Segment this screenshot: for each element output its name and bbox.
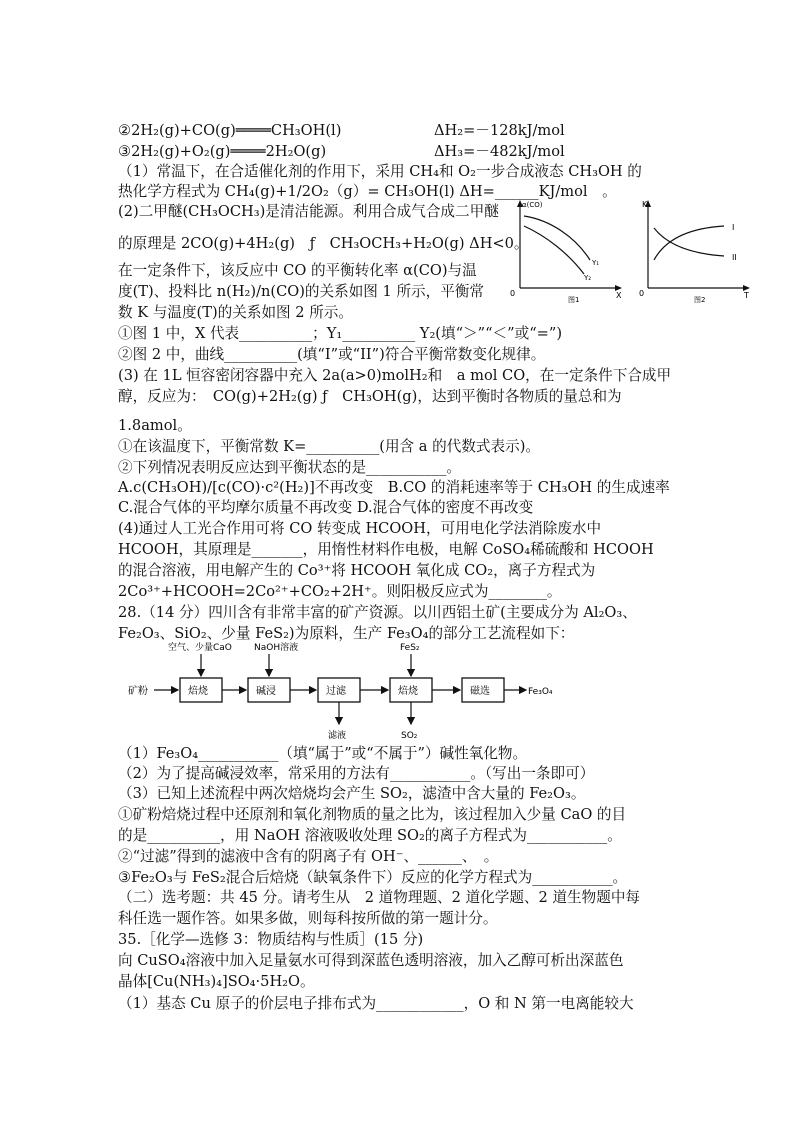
fig1-y1-label: Y₁ — [592, 259, 600, 267]
fig1-origin: 0 — [510, 289, 516, 298]
q2-1: ①图 1 中，X 代表__________；Y₁__________ Y₂(填“＞”“＜”或“=”) — [118, 325, 563, 342]
q2-figure-ref: 数 K 与温度(T)的关系如图 2 所示。 — [118, 304, 353, 321]
equation-2: ②2H₂(g)+CO(g)════CH₃OH(l) — [118, 122, 342, 139]
q2-ratio: 度(T)、投料比 n(H₂)/n(CO)的关系如图 1 所示，平衡常 — [118, 283, 485, 300]
q2-intro: (2)二甲醚(CH₃OCH₃)是清洁能源。利用合成气合成二甲醚 — [118, 203, 499, 220]
equation-2-enthalpy: ΔH₂=－128kJ/mol — [434, 122, 565, 139]
q3-2: ②下列情况表明反应达到平衡状态的是___________。 — [118, 459, 461, 476]
q1-equation: 热化学方程式为 CH₄(g)+1/2O₂（g）= CH₃OH(l) ΔH=______KJ/mol 。 — [118, 183, 617, 200]
flow-output: Fe₃O₄ — [528, 687, 553, 697]
fig2-caption: 图2 — [694, 296, 706, 304]
q3-text: (3) 在 1L 恒容密闭容器中充入 2a(a>0)molH₂和 a mol CO，在一定条件下合成甲 — [118, 367, 672, 384]
q2-2: ②图 2 中，曲线__________(填“I”或“II”)符合平衡常数变化规律。 — [118, 346, 546, 363]
q2-condition: 在一定条件下，该反应中 CO 的平衡转化率 α(CO)与温 — [118, 262, 477, 279]
fig2-curve-1-label: I — [732, 223, 735, 232]
process-flowchart — [118, 640, 678, 748]
q35-intro: 向 CuSO₄溶液中加入足量氨水可得到深蓝色透明溶液，加入乙醇可析出深蓝色 — [118, 952, 624, 969]
fig1-xlabel: X — [616, 291, 622, 300]
q28-3-1-cont: 的是__________，用 NaOH 溶液吸收处理 SO₂的离子方程式为___________。 — [118, 827, 622, 844]
q28-3-1: ①矿粉焙烧过程中还原剂和氧化剂物质的量之比为，该过程加入少量 CaO 的目 — [118, 806, 627, 823]
q28-2: （2）为了提高碱浸效率，常采用的方法有___________。（写出一条即可） — [118, 765, 595, 782]
svg-text:磁选: 磁选 — [470, 686, 490, 697]
fig1-ylabel: α(CO) — [522, 201, 543, 209]
svg-text:过滤: 过滤 — [326, 686, 346, 697]
fig2-curve-2-label: II — [732, 253, 737, 262]
q35-title: 35.［化学—选修 3：物质结构与性质］(15 分) — [118, 931, 424, 948]
flow-input-air-cao: 空气、少量CaO — [168, 643, 232, 653]
option-cd: C.混合气体的平均摩尔质量不再改变 D.混合气体的密度不再改变 — [118, 499, 534, 516]
fig2-ylabel: K — [642, 200, 648, 209]
q2-principle: 的原理是 2CO(g)+4H₂(g) ƒ CH₃OCH₃+H₂O(g) ΔH<0。 — [118, 235, 529, 252]
flow-input-fes2: FeS₂ — [400, 643, 420, 653]
q28-3-2: ②“过滤”得到的滤液中含有的阴离子有 OH⁻、______、 。 — [118, 848, 499, 865]
q28-materials: Fe₂O₃、SiO₂、少量 FeS₂)为原料，生产 Fe₃O₄的部分工艺流程如下： — [118, 625, 575, 642]
q4-mixture: 的混合溶液，用电解产生的 Co³⁺将 HCOOH 氧化成 CO₂，离子方程式为 — [118, 562, 596, 579]
q28-intro: 28.（14 分）四川含有非常丰富的矿产资源。以川西铝土矿(主要成分为 Al₂O₃、 — [118, 604, 637, 621]
equation-3: ③2H₂(g)+O₂(g)════2H₂O(g) — [118, 143, 327, 160]
fig2-origin: 0 — [639, 289, 645, 298]
flow-input: 矿粉 — [128, 686, 148, 697]
fig1-y2-label: Y₂ — [584, 274, 592, 282]
q3-1: ①在该温度下，平衡常数 K=__________(用含 a 的代数式表示)。 — [118, 438, 540, 455]
flow-so2: SO₂ — [401, 731, 418, 741]
flow-input-naoh: NaOH溶液 — [254, 643, 299, 653]
elective-intro: （二）选考题：共 45 分。请考生从 2 道物理题、2 道化学题、2 道生物题中每 — [118, 889, 641, 906]
svg-text:焙烧: 焙烧 — [188, 686, 208, 697]
q35-1: （1）基态 Cu 原子的价层电子排布式为____________，O 和 N 第一电离能较大 — [118, 995, 634, 1012]
q28-3-3: ③Fe₂O₃与 FeS₂混合后焙烧（缺氧条件下）反应的化学方程式为___________。 — [118, 869, 628, 886]
equation-3-enthalpy: ΔH₃=－482kJ/mol — [434, 143, 565, 160]
svg-text:焙烧: 焙烧 — [398, 686, 418, 697]
svg-text:碱浸: 碱浸 — [256, 686, 276, 697]
q3-total: 1.8amol。 — [118, 417, 192, 434]
q28-1: （1）Fe₃O₄___________（填“属于”或“不属于”）碱性氧化物。 — [118, 745, 528, 762]
figure-1 — [506, 198, 628, 312]
q1-text: （1）常温下，在合适催化剂的作用下，采用 CH₄和 O₂一步合成液态 CH₃OH 的 — [118, 163, 642, 180]
q3-reaction: 醇，反应为： CO(g)+2H₂(g) ƒ CH₃OH(g)，达到平衡时各物质的量总和为 — [118, 388, 622, 405]
fig1-caption: 图1 — [568, 296, 580, 304]
elective-rule: 科任选一题作答。如果多做，则每科按所做的第一题计分。 — [118, 910, 498, 927]
q4-ionic-equation: 2Co³⁺+HCOOH=2Co²⁺+CO₂+2H⁺。则阳极反应式为________。 — [118, 583, 562, 600]
q35-crystal: 晶体[Cu(NH₃)₄]SO₄·5H₂O。 — [118, 973, 315, 990]
figure-2 — [636, 198, 758, 312]
flow-filtrate: 滤液 — [328, 731, 347, 741]
q4-principle: HCOOH，其原理是_______，用惰性材料作电极，电解 CoSO₄稀硫酸和 HCOOH — [118, 541, 654, 558]
q28-3: （3）已知上述流程中两次焙烧均会产生 SO₂，滤渣中含大量的 Fe₂O₃。 — [118, 785, 586, 802]
q4-text: (4)通过人工光合作用可将 CO 转变成 HCOOH，可用电化学法消除废水中 — [118, 520, 602, 537]
fig2-xlabel: T — [744, 291, 749, 300]
option-ab: A.c(CH₃OH)/[c(CO)·c²(H₂)]不再改变 B.CO 的消耗速率等于 CH₃OH 的生成速率 — [118, 479, 670, 496]
